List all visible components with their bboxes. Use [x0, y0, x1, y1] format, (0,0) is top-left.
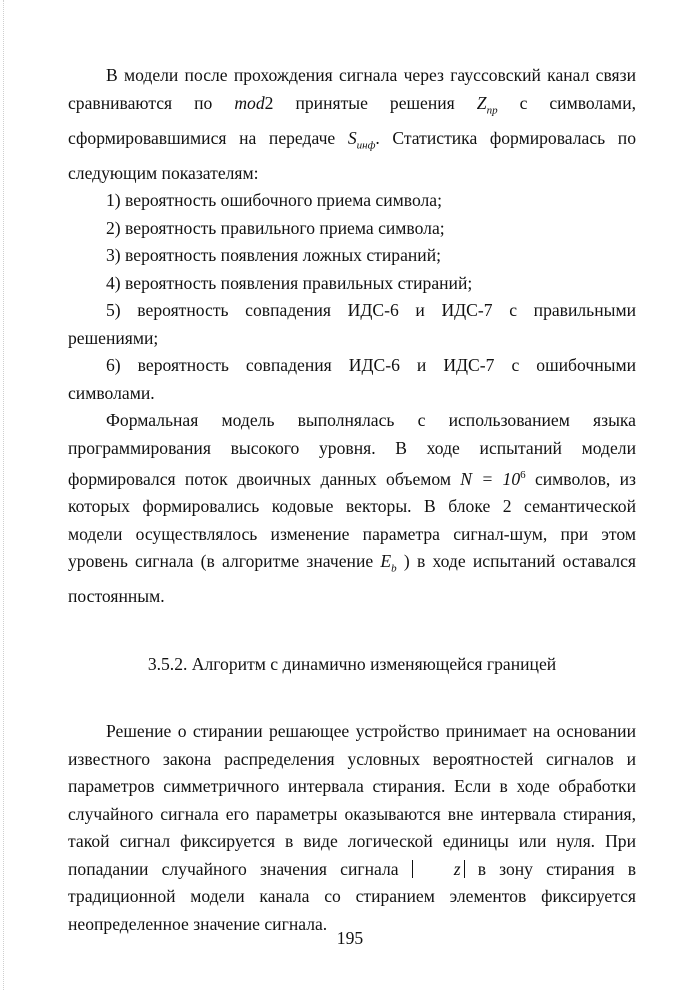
paragraph-text: В модели после прохождения сигнала через гауссовский канал связи сравниваются по	[68, 65, 636, 113]
paragraph-formal-model	[68, 407, 636, 611]
paragraph-text: символов, из которых формировались кодовые векторы. В блоке 2 семантической модели осуществлялось изменение параметра сигнал-шум, при этом уровень сигнала (в алгоритме значение	[68, 468, 637, 572]
paragraph-text: Формальная модель выполнялась с использованием языка программирования высокого уровня. В ходе испытаний модели формировался поток двоичных данных объемом	[68, 410, 636, 489]
paragraph-text: ) в ходе испытаний оставался постоянным.	[68, 551, 636, 607]
formula-mod: mod2	[234, 92, 274, 113]
formula-e-b: $E_b$	[380, 551, 397, 575]
formula-z-pr: $Z_{пр}$	[476, 92, 498, 117]
formula-s-inf: $S_{инф}$	[347, 127, 376, 152]
paragraph-erasure-decision	[68, 718, 636, 938]
list-item: 4) вероятность появления правильных стираний;	[106, 272, 473, 293]
list-item: 5) вероятность совпадения ИДС-6 и ИДС-7 с правильными решениями;	[68, 300, 636, 348]
list-item: 6) вероятность совпадения ИДС-6 и ИДС-7 с ошибочными символами.	[68, 355, 636, 403]
page-number: 195	[336, 928, 364, 948]
formula-n-volume: $N = 10^6$	[460, 468, 526, 489]
paragraph-text: принятые решения	[295, 92, 477, 113]
paragraph-text: . Статистика формировалась по следующим показателям:	[68, 127, 636, 183]
page-edge-divider	[3, 0, 4, 990]
paragraph-text: в зону стирания в традиционной модели канала со стиранием элементов фиксируется неопределенное значение сигнала.	[68, 858, 636, 934]
page-body	[68, 62, 636, 938]
list-item: 3) вероятность появления ложных стираний;	[106, 245, 442, 266]
formula-abs-z: z	[412, 860, 465, 878]
paragraph-model-comparison	[68, 62, 636, 187]
paragraph-text: Решение о стирании решающее устройство принимает на основании известного закона распределения условных вероятностей сигналов и параметров симметричного интервала стирания. Если в ходе обработки случайного сигнала его параметры оказываются вне интервала стирания, такой сигнал фиксируется в виде логической единицы или нуля. При попадании случайного значения сигнала	[68, 721, 636, 879]
list-item: 1) вероятность ошибочного приема символа;	[106, 190, 443, 211]
section-heading: 3.5.2. Алгоритм с динамично изменяющейся границей	[147, 653, 557, 674]
list-item: 2) вероятность правильного приема символа;	[106, 217, 445, 238]
paragraph-text: с символами, сформировавшимися на передаче	[68, 92, 637, 148]
